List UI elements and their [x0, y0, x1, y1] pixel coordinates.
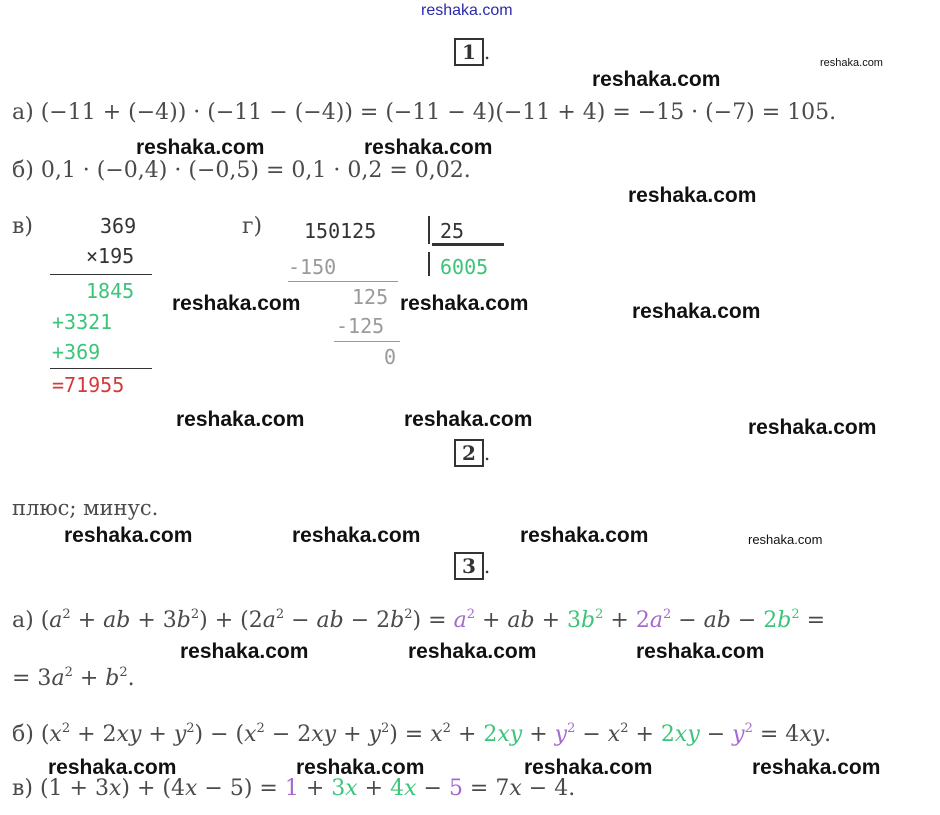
section-2-number: 2 [454, 439, 484, 467]
task-label: а) [12, 608, 34, 633]
div-line [288, 281, 398, 282]
watermark: reshaka.com [176, 408, 305, 431]
watermark: reshaka.com [628, 184, 757, 207]
task-1a [12, 100, 836, 125]
task-label: б) [12, 158, 34, 183]
watermark: reshaka.com [820, 57, 883, 69]
section-2-answer: плюс; минус. [12, 496, 159, 520]
div-step-1: -150 [288, 255, 337, 279]
task-1b [12, 158, 471, 183]
div-remainder: 0 [384, 345, 397, 369]
div-bar [428, 216, 430, 244]
watermark-top: reshaka.com [421, 2, 513, 19]
div-step-2: 125 [352, 285, 389, 309]
div-bar [432, 243, 504, 246]
watermark: reshaka.com [752, 756, 881, 779]
task-label: в) [12, 776, 33, 801]
watermark: reshaka.com [180, 640, 309, 663]
div-quotient: 6005 [440, 255, 489, 279]
watermark: reshaka.com [408, 640, 537, 663]
task-label: б) [12, 722, 34, 747]
section-3-number: 3 [454, 552, 484, 580]
watermark: reshaka.com [748, 532, 823, 547]
task-label: а) [12, 100, 34, 125]
watermark: reshaka.com [172, 292, 301, 315]
div-line [334, 341, 400, 342]
watermark: reshaka.com [748, 416, 877, 439]
mult-partial-1: 1845 [86, 279, 135, 303]
watermark: reshaka.com [136, 136, 265, 159]
task-3a-expression: ($a^2$ + ab + $3b^2) + (2a^2$ − ab − $2b^2) = a^2$ + ab + $3b^2 + 2a^2$ − ab − $2b^2$ = [40, 607, 826, 633]
mult-line [50, 368, 152, 369]
mult-line [50, 274, 152, 275]
task-3b-expression: $(x^2 + 2xy + y^2) - (x^2 - 2xy + y^2) = x^2 + 2xy + y^2 - x^2 + 2xy - y^2 = 4xy$. [40, 721, 832, 747]
watermark: reshaka.com [48, 756, 177, 779]
watermark: reshaka.com [364, 136, 493, 159]
watermark: reshaka.com [64, 524, 193, 547]
div-dividend: 150125 [304, 219, 377, 243]
task-label: г) [242, 214, 263, 239]
section-2-header: 2 . [454, 441, 490, 465]
watermark: reshaka.com [400, 292, 529, 315]
section-1-header: 1 . [454, 40, 490, 64]
watermark: reshaka.com [296, 756, 425, 779]
section-1-number: 1 [454, 38, 484, 66]
mult-partial-3: +369 [52, 340, 101, 364]
watermark: reshaka.com [404, 408, 533, 431]
task-1b-expression: 0,1 · (−0,4) · (−0,5) = 0,1 · 0,2 = 0,02. [40, 158, 471, 183]
task-label: в) [12, 214, 33, 239]
task-3a-line-2: = $3a^2 + b^2$. [12, 665, 135, 691]
task-3a-line-1 [12, 608, 825, 633]
div-step-3: -125 [336, 314, 385, 338]
mult-result: =71955 [52, 373, 125, 397]
div-bar [428, 252, 430, 276]
section-3-header: 3 . [454, 554, 490, 578]
task-3b [12, 722, 831, 747]
div-divisor: 25 [440, 219, 465, 243]
watermark: reshaka.com [632, 300, 761, 323]
watermark: reshaka.com [636, 640, 765, 663]
task-3v-expression: (1 + 3x) + (4x − 5) = 1 + 3x + 4x − 5 = 7x − 4. [39, 776, 576, 801]
watermark: reshaka.com [592, 68, 721, 91]
mult-multiplier: ×195 [86, 244, 135, 268]
watermark: reshaka.com [520, 524, 649, 547]
watermark: reshaka.com [524, 756, 653, 779]
task-3v [12, 776, 575, 801]
mult-partial-2: +3321 [52, 310, 113, 334]
task-1a-expression: (−11 + (−4)) · (−11 − (−4)) = (−11 − 4)(−11 + 4) = −15 · (−7) = 105. [40, 100, 837, 125]
watermark: reshaka.com [292, 524, 421, 547]
mult-multiplicand: 369 [100, 214, 137, 238]
